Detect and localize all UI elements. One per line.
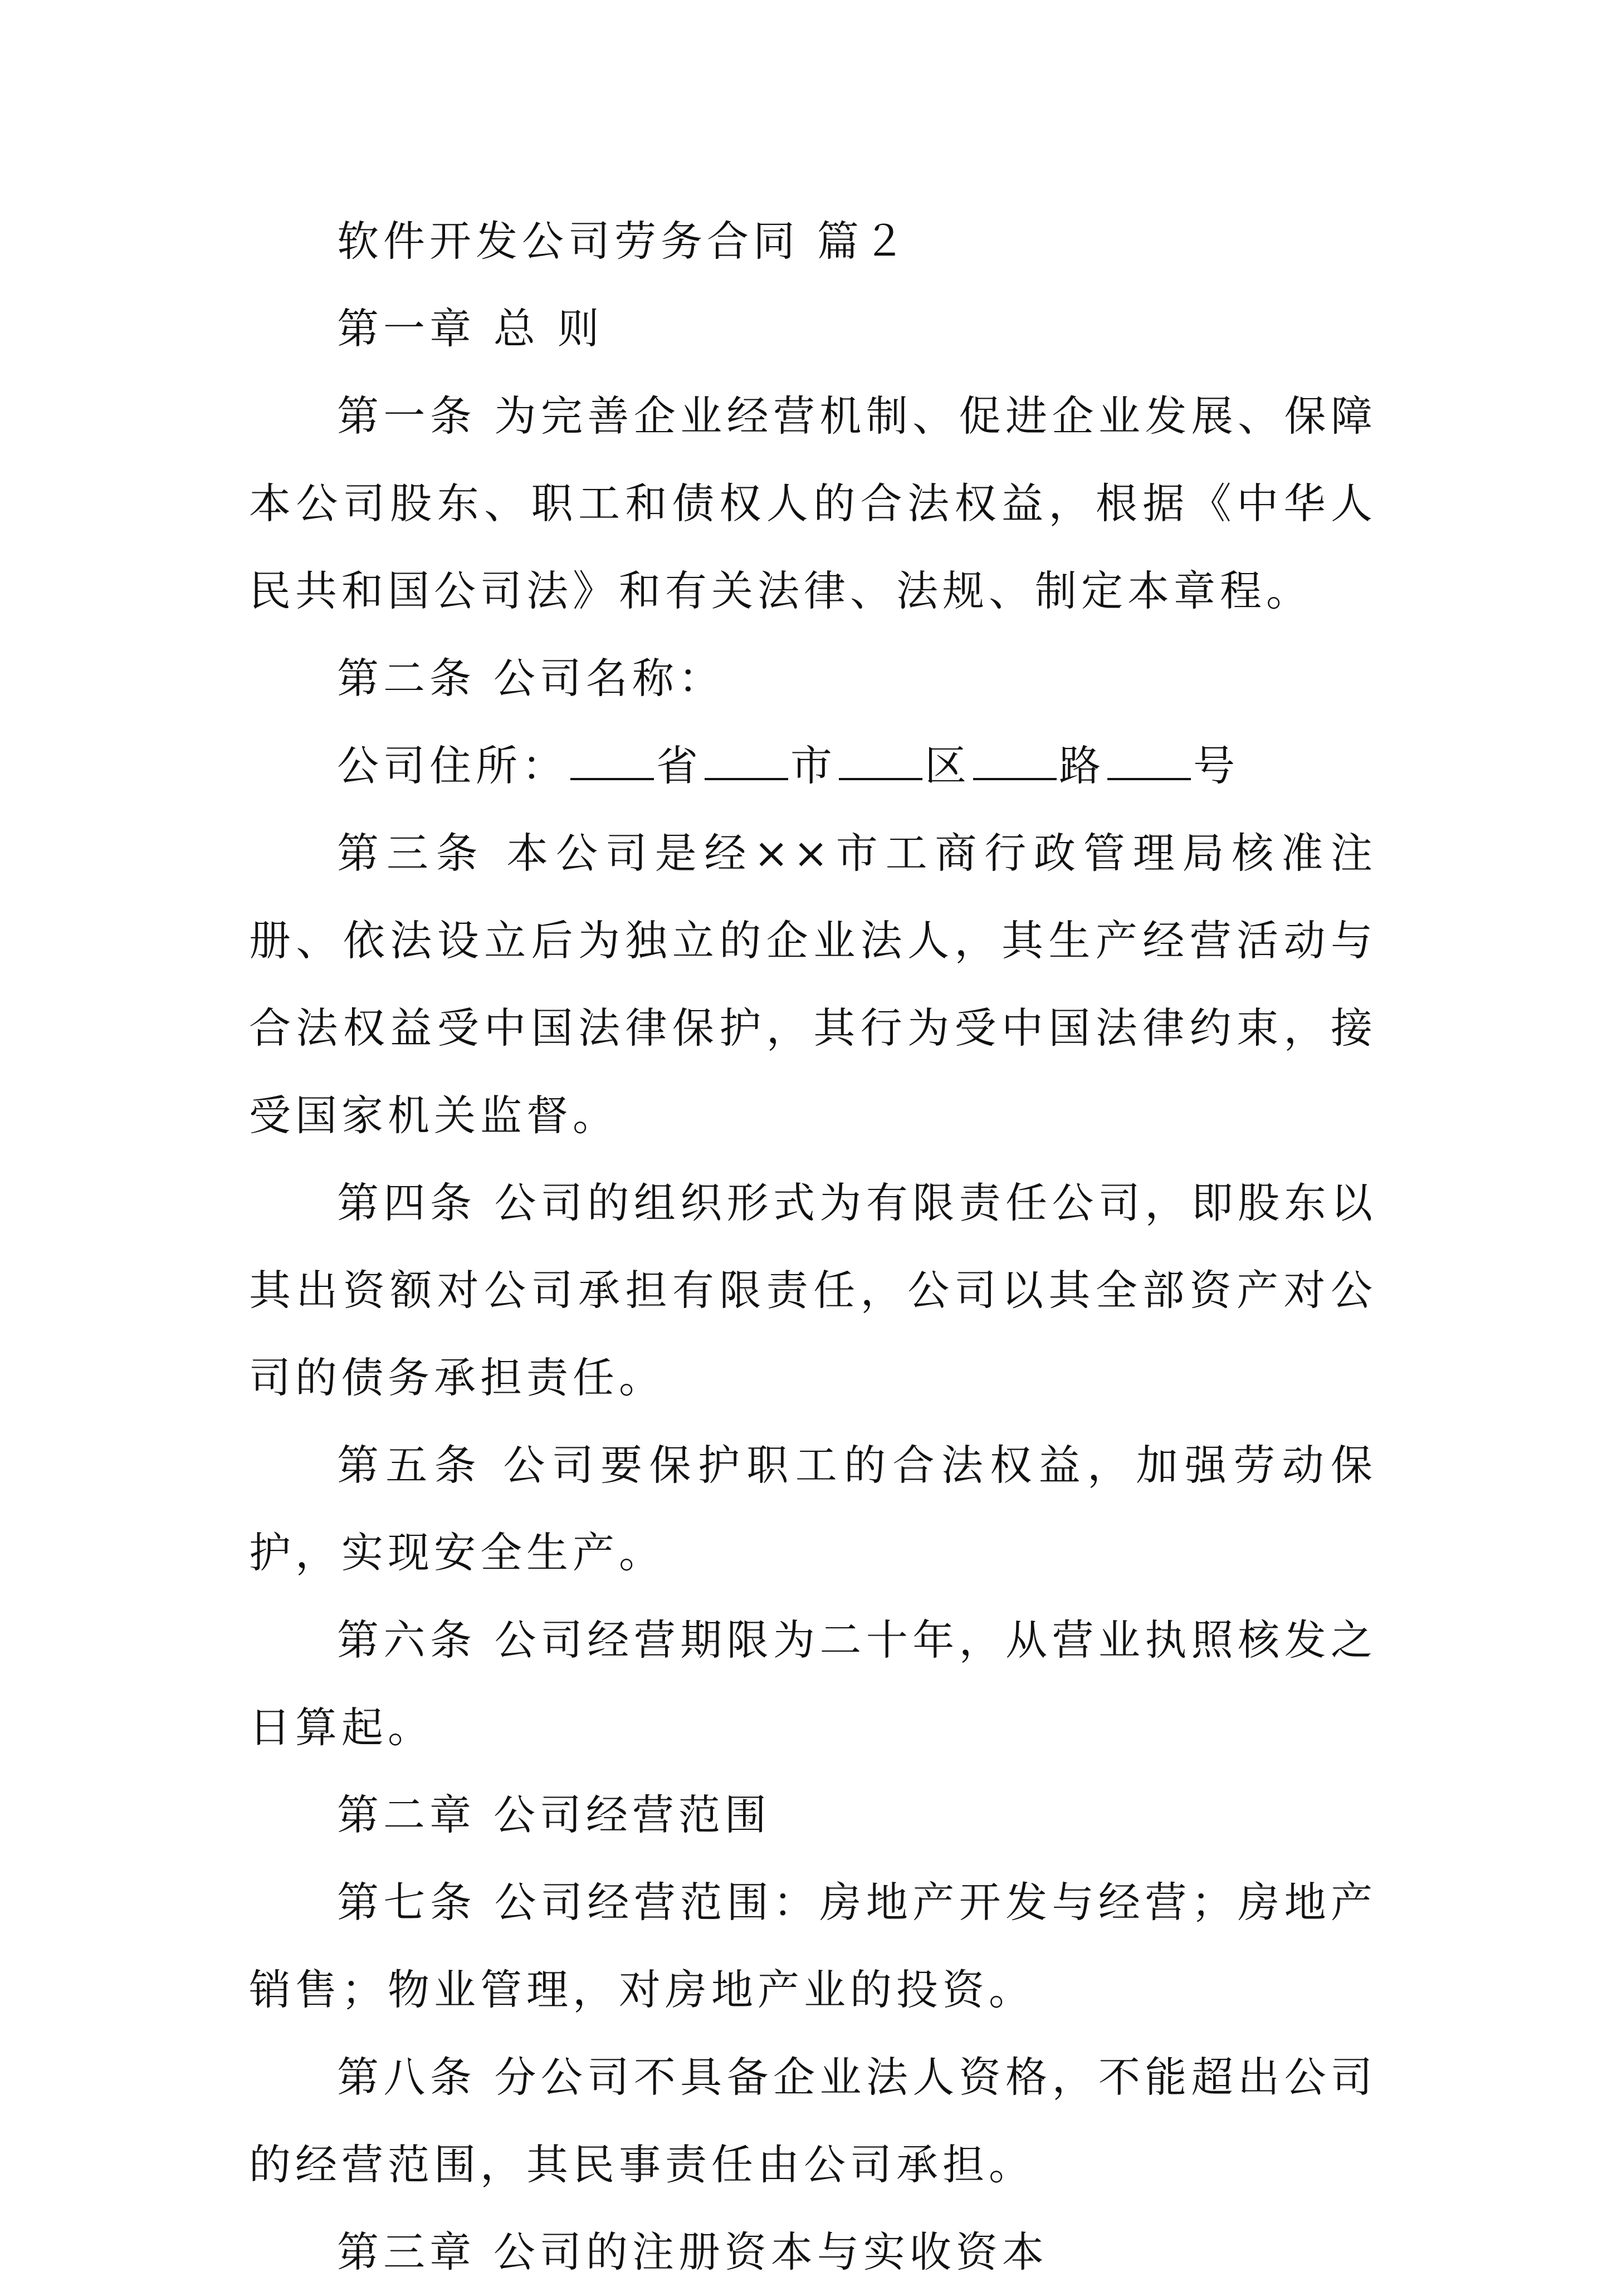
- article-8: 第八条 分公司不具备企业法人资格，不能超出公司的经营范围，其民事责任由公司承担。: [249, 2053, 1377, 2189]
- province-blank: [570, 745, 654, 780]
- province-label: 省: [656, 741, 703, 790]
- number-blank: [1107, 745, 1191, 780]
- road-blank: [973, 745, 1057, 780]
- district-label: 区: [925, 741, 971, 790]
- document-title: 软件开发公司劳务合同 篇２: [337, 217, 910, 266]
- road-label: 路: [1059, 741, 1106, 790]
- chapter-heading-3: 第三章 公司的注册资本与实收资本: [337, 2228, 1048, 2277]
- number-label: 号: [1193, 741, 1240, 790]
- article-5: 第五条 公司要保护职工的合法权益，加强劳动保护，实现安全生产。: [249, 1441, 1377, 1577]
- article-3: 第三条 本公司是经××市工商行政管理局核准注册、依法设立后为独立的企业法人，其生产经营活动与合法权益受中国法律保护，其行为受中国法律约束，接受国家机关监督。: [249, 829, 1377, 1140]
- district-blank: [839, 745, 922, 780]
- address-line: [249, 722, 1377, 810]
- article-2: 第二条 公司名称：: [337, 654, 725, 703]
- address-label: 公司住所：: [337, 741, 569, 790]
- chapter-heading-2: 第二章 公司经营范围: [337, 1790, 771, 1839]
- city-blank: [705, 745, 788, 780]
- article-4: 第四条 公司的组织形式为有限责任公司，即股东以其出资额对公司承担有限责任，公司以其全部资产对公司的债务承担责任。: [249, 1178, 1377, 1402]
- article-6: 第六条 公司经营期限为二十年，从营业执照核发之日算起。: [249, 1615, 1377, 1752]
- chapter-heading-1: 第一章 总 则: [337, 304, 604, 353]
- city-label: 市: [790, 741, 837, 790]
- article-7: 第七条 公司经营范围：房地产开发与经营；房地产销售；物业管理，对房地产业的投资。: [249, 1878, 1377, 2014]
- article-1: 第一条 为完善企业经营机制、促进企业发展、保障本公司股东、职工和债权人的合法权益，根据《中华人民共和国公司法》和有关法律、法规、制定本章程。: [249, 391, 1377, 615]
- document-body: [249, 198, 1377, 2296]
